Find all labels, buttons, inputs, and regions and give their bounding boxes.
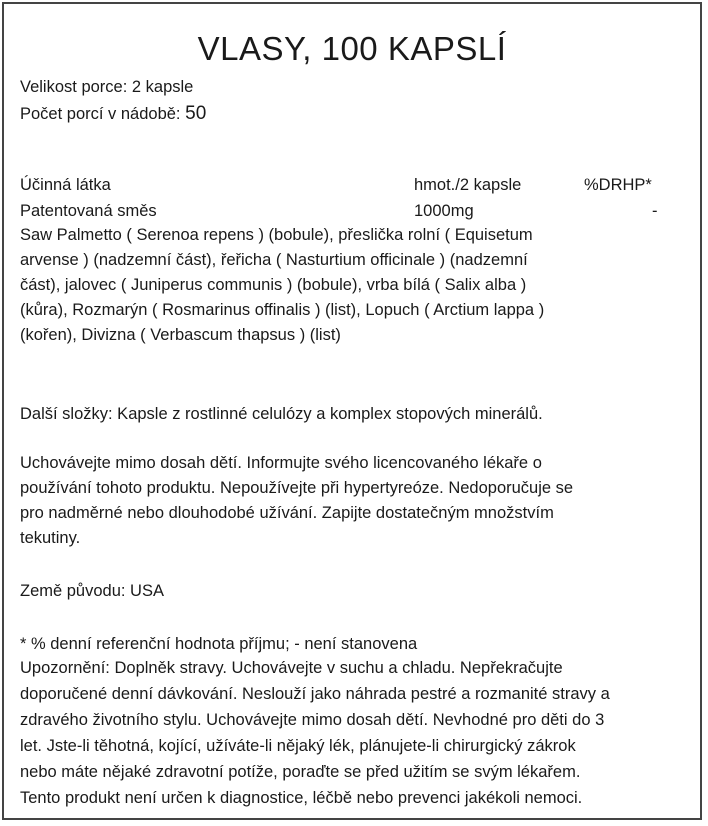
blend-line: (kořen), Divizna ( Verbascum thapsus ) (list) [20,326,341,344]
servings-per-container [20,101,206,127]
servings-count-value: 50 [185,103,207,124]
storage-line: tekutiny. [20,529,81,547]
blend-line: (kůra), Rozmarýn ( Rosmarinus offinalis ) (list), Lopuch ( Arctium lappa ) [20,301,545,319]
warning-line: Tento produkt není určen k diagnostice, léčbě nebo prevenci jakékoli nemoci. [20,789,583,807]
footnote: * % denní referenční hodnota příjmu; - není stanovena [20,635,418,653]
warning-line: nebo máte nějaké zdravotní potíže, poraďte se před užitím se svým lékařem. [20,763,581,781]
warning-line: Upozornění: Doplněk stravy. Uchovávejte v suchu a chladu. Nepřekračujte [20,659,563,677]
warning-line: doporučené denní dávkování. Neslouží jako náhrada pestré a rozmanité stravy a [20,685,610,703]
table-header-ingredient: Účinná látka [20,176,111,194]
supplement-label [2,2,702,820]
serving-size-label: Velikost porce: [20,78,128,96]
storage-line: používání tohoto produktu. Nepoužívejte při hypertyreóze. Nedoporučuje se [20,479,574,497]
storage-line: pro nadměrné nebo dlouhodobé užívání. Zapijte dostatečným množstvím [20,504,554,522]
warning-line: zdravého životního stylu. Uchovávejte mimo dosah dětí. Nevhodné pro děti do 3 [20,711,605,729]
serving-size-value: 2 kapsle [131,78,194,96]
serving-size [20,74,193,100]
other-ingredients: Další složky: Kapsle z rostlinné celulózy a komplex stopových minerálů. [20,405,543,423]
blend-line: část), jalovec ( Juniperus communis ) (bobule), vrba bílá ( Salix alba ) [20,276,527,294]
country-of-origin: Země původu: USA [20,582,164,600]
blend-line: Saw Palmetto ( Serenoa repens ) (bobule), přeslička rolní ( Equisetum [20,226,533,244]
storage-line: Uchovávejte mimo dosah dětí. Informujte svého licencovaného lékaře o [20,454,542,472]
table-row-weight: 1000mg [414,202,474,220]
table-row-name: Patentovaná směs [20,202,157,220]
product-title: VLASY, 100 KAPSLÍ [197,30,507,67]
blend-line: arvense ) (nadzemní část), řeřicha ( Nasturtium officinale ) (nadzemní [20,251,528,269]
table-header-weight: hmot./2 kapsle [414,176,522,194]
servings-count-label: Počet porcí v nádobě: [20,105,181,123]
table-header-drhp: %DRHP* [584,176,652,194]
warning-line: let. Jste-li těhotná, kojící, užíváte-li nějaký lék, plánujete-li chirurgický zákrok [20,737,576,755]
table-row-drhp: - [652,202,658,220]
